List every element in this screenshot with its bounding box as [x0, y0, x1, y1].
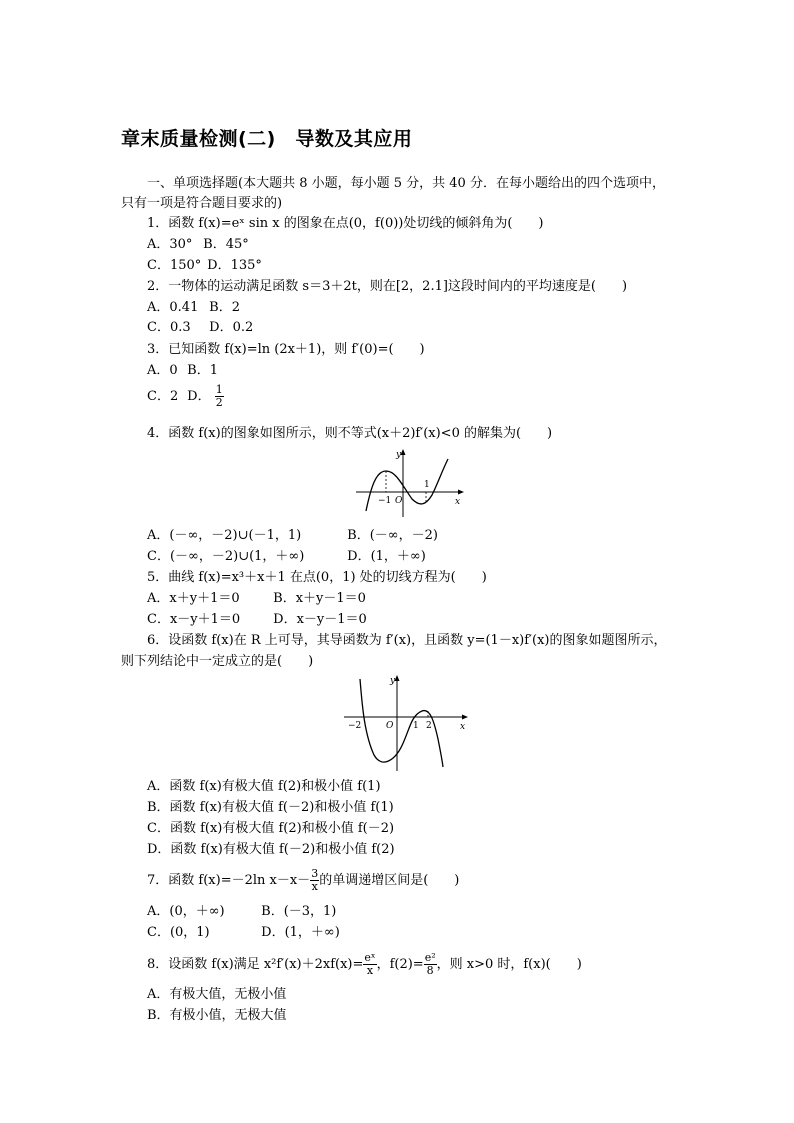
q2-options-cd — [147, 318, 253, 338]
q8-fraction-2-numerator: e² — [424, 951, 436, 964]
q3-option-d-fraction — [215, 384, 224, 409]
section-intro-line-2: 只有一项是符合题目要求的) — [121, 196, 283, 211]
q3-option-a: A．0 — [147, 363, 178, 378]
q6-x-arrow — [462, 715, 468, 720]
q6-label-x: x — [460, 722, 466, 732]
q8-option-a: A．有极大值，无极小值 — [147, 987, 287, 1002]
q6-label-two: 2 — [426, 721, 432, 731]
q8-fraction-2-denominator: 8 — [426, 964, 434, 977]
q3-option-b: B．1 — [187, 363, 218, 378]
q6-stem-line-1: 6．设函数 f(x)在 R 上可导，其导函数为 f′(x)，且函数 y=(1－x)f′(x)的图象如题图所示， — [147, 633, 667, 648]
q6-function-graph — [342, 673, 472, 773]
q2-option-b: B．2 — [209, 300, 240, 315]
q4-label-one: 1 — [424, 480, 430, 490]
q8-stem-mid: ，f(2)= — [376, 957, 424, 972]
q4-options-ab — [147, 526, 438, 546]
q7-stem — [147, 868, 459, 893]
q3-options-cd — [147, 384, 224, 409]
q1-option-a: A．30° — [147, 237, 193, 252]
q8-stem-post: ，则 x>0 时，f(x)( ) — [436, 957, 582, 972]
q5-option-b: B．x＋y－1＝0 — [273, 591, 366, 606]
q4-label-x: x — [455, 497, 461, 507]
q4-label-origin: O — [395, 496, 403, 506]
q2-option-a: A．0.41 — [147, 300, 199, 315]
q5-options-cd — [147, 610, 367, 630]
q2-options-ab — [147, 298, 240, 318]
q6-label-one: 1 — [413, 721, 419, 731]
q1-option-d: D．135° — [207, 258, 262, 273]
q7-fraction-numerator: 3 — [311, 867, 319, 880]
q6-option-d: D．函数 f(x)有极大值 f(－2)和极小值 f(2) — [147, 842, 395, 857]
q8-stem-pre: 8．设函数 f(x)满足 x²f′(x)＋2xf(x)= — [147, 957, 364, 972]
q8-stem — [147, 952, 582, 977]
q7-option-b: B．(－3，1) — [261, 904, 337, 919]
q6-option-c: C．函数 f(x)有极大值 f(2)和极小值 f(－2) — [147, 821, 395, 836]
q4-function-graph — [354, 447, 466, 519]
q7-options-cd — [147, 923, 340, 943]
q8-fraction-1-denominator: x — [366, 964, 374, 977]
q7-fraction — [310, 868, 319, 893]
q1-stem: 1．函数 f(x)=eˣ sin x 的图象在点(0，f(0))处切线的倾斜角为( ) — [147, 216, 544, 231]
q5-option-c: C．x－y＋1＝0 — [147, 612, 241, 627]
q3-option-c: C．2 — [147, 389, 179, 404]
q4-option-d: D．(1，＋∞) — [347, 549, 426, 564]
q3-options-ab — [147, 361, 218, 381]
q6-option-a: A．函数 f(x)有极大值 f(2)和极小值 f(1) — [147, 779, 381, 794]
q5-stem: 5．曲线 f(x)=x³＋x＋1 在点(0，1) 处的切线方程为( ) — [147, 570, 487, 585]
q7-option-d: D．(1，＋∞) — [261, 925, 340, 940]
q8-fraction-1 — [363, 952, 376, 977]
q3-option-d-label: D． — [187, 389, 211, 404]
q4-option-a: A．(－∞，－2)∪(－1，1) — [147, 528, 302, 543]
q4-y-arrow — [401, 449, 406, 455]
q7-options-ab — [147, 902, 336, 922]
q4-options-cd — [147, 547, 426, 567]
q4-option-c: C．(－∞，－2)∪(1，＋∞) — [147, 549, 305, 564]
page-title: 章末质量检测(二) 导数及其应用 — [121, 128, 413, 150]
q6-y-arrow — [395, 675, 400, 681]
q3-stem: 3．已知函数 f(x)=ln (2x＋1)，则 f′(0)=( ) — [147, 342, 425, 357]
q8-fraction-1-numerator: eˣ — [364, 951, 376, 964]
q2-stem: 2．一物体的运动满足函数 s＝3＋2t，则在[2，2.1]这段时间内的平均速度是( ) — [147, 279, 628, 294]
q5-option-a: A．x＋y＋1＝0 — [147, 591, 240, 606]
q5-option-d: D．x－y－1＝0 — [273, 612, 367, 627]
q6-label-y: y — [390, 676, 396, 686]
q2-option-d: D．0.2 — [209, 320, 254, 335]
q7-option-c: C．(0，1) — [147, 925, 210, 940]
q8-fraction-2 — [424, 952, 437, 977]
q3-option-d-numerator: 1 — [215, 383, 223, 396]
q4-x-arrow — [458, 490, 464, 495]
q1-option-b: B．45° — [203, 237, 249, 252]
q6-label-origin: O — [386, 721, 394, 731]
q6-stem-line-2: 则下列结论中一定成立的是( ) — [121, 654, 314, 669]
q7-stem-pre: 7．函数 f(x)=－2ln x－x－ — [147, 873, 311, 888]
q1-option-c: C．150° — [147, 258, 202, 273]
q1-options-ab — [147, 235, 249, 255]
q6-option-b: B．函数 f(x)有极大值 f(－2)和极小值 f(1) — [147, 800, 394, 815]
q4-stem: 4．函数 f(x)的图象如图所示，则不等式(x＋2)f′(x)<0 的解集为( ) — [147, 426, 553, 441]
section-intro-line-1: 一、单项选择题(本大题共 8 小题，每小题 5 分，共 40 分．在每小题给出的四个选项中， — [147, 176, 665, 191]
q8-option-b: B．有极小值，无极大值 — [147, 1008, 287, 1023]
q3-option-d-denominator: 2 — [215, 396, 223, 409]
q4-option-b: B．(－∞，－2) — [347, 528, 438, 543]
q7-fraction-denominator: x — [311, 880, 318, 893]
q1-options-cd — [147, 256, 262, 276]
q2-option-c: C．0.3 — [147, 320, 191, 335]
q4-label-y: y — [396, 450, 402, 460]
q7-option-a: A．(0，＋∞) — [147, 904, 225, 919]
q4-label-neg1: −1 — [378, 496, 392, 506]
q5-options-ab — [147, 589, 366, 609]
section-intro — [121, 174, 681, 214]
q7-stem-post: 的单调递增区间是( ) — [319, 873, 460, 888]
q6-label-neg2: −2 — [348, 721, 362, 731]
